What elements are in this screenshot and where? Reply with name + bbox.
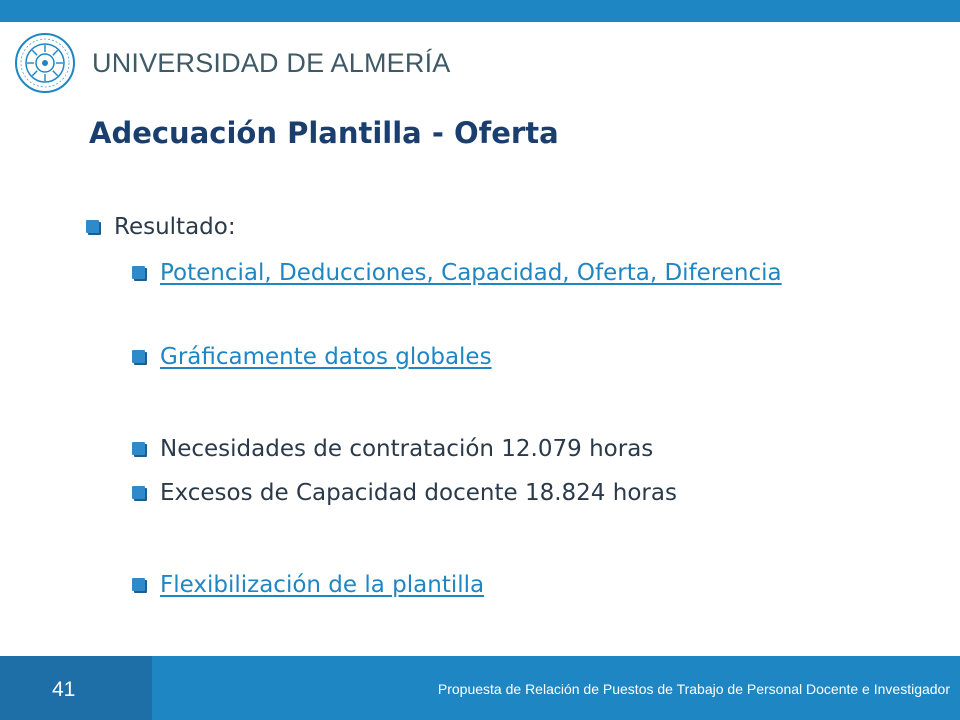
bullet-text: Excesos de Capacidad docente 18.824 horas [160,480,677,506]
bullet-excesos [132,478,677,508]
bullet-text: Necesidades de contratación 12.079 horas [160,436,654,462]
square-bullet-icon [86,220,99,233]
page-number: 41 [52,678,76,701]
bullet-potencial [132,258,812,288]
top-accent-bar [0,0,960,22]
link-graficamente-datos-globales[interactable]: Gráficamente datos globales [160,344,492,370]
bullet-necesidades [132,434,653,464]
square-bullet-icon [132,578,145,591]
university-seal-icon [14,32,76,94]
link-flexibilizacion-plantilla[interactable]: Flexibilización de la plantilla [160,572,485,598]
page-number-box [0,656,152,720]
slide-title: Adecuación Plantilla - Oferta [89,116,559,150]
link-potencial-deducciones[interactable]: Potencial, Deducciones, Capacidad, Oferta, Diferencia [160,260,782,286]
square-bullet-icon [132,486,145,499]
bullet-resultado [86,212,236,242]
footer-caption: Propuesta de Relación de Puestos de Trabajo de Personal Docente e Investigador [437,681,950,697]
square-bullet-icon [132,350,145,363]
bullet-flexibilizacion [132,570,484,600]
square-bullet-icon [132,266,145,279]
square-bullet-icon [132,442,145,455]
bullet-graficamente [132,342,492,372]
university-name: UNIVERSIDAD DE ALMERÍA [92,48,451,78]
bullet-text: Resultado: [114,214,236,240]
